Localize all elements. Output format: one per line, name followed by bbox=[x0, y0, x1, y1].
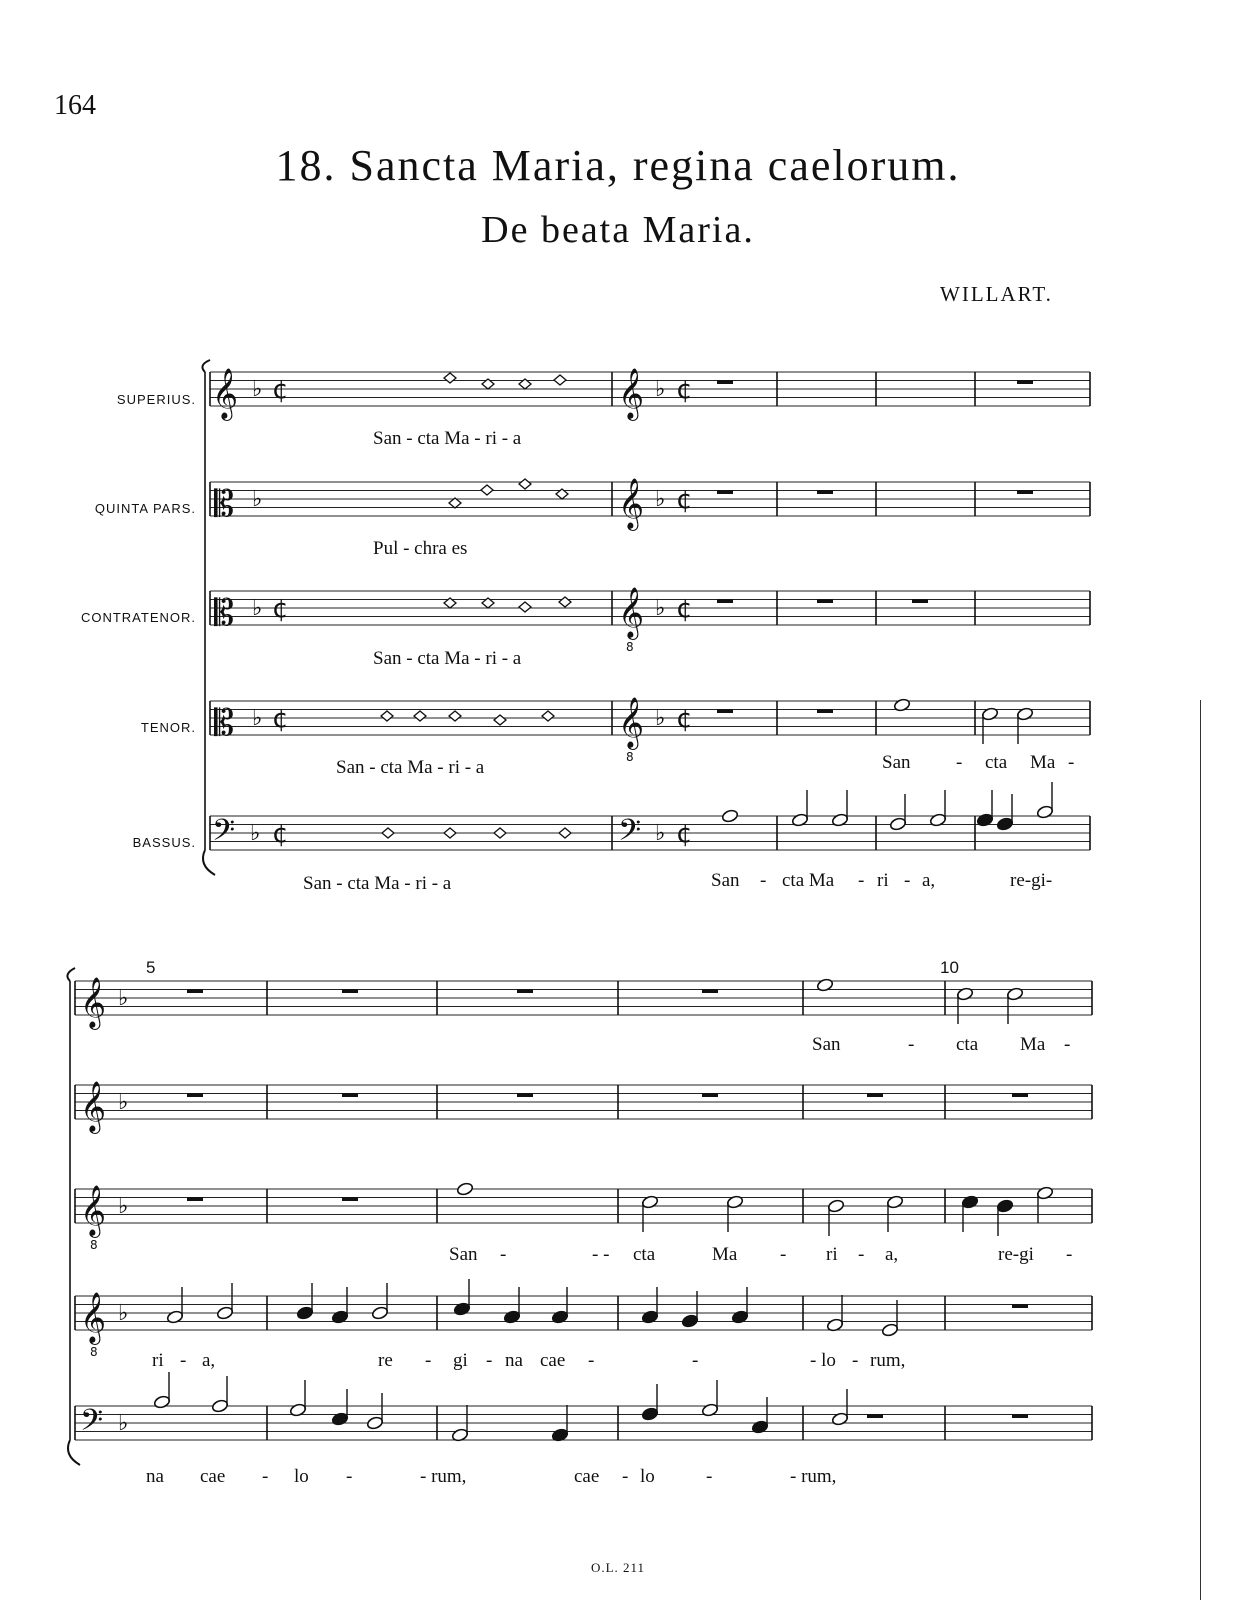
whole-rest bbox=[1012, 1414, 1028, 1418]
treble-clef-icon: 𝄞 bbox=[80, 1185, 107, 1236]
note-head bbox=[889, 817, 907, 832]
note-head bbox=[893, 698, 911, 713]
whole-rest bbox=[187, 1197, 203, 1201]
whole-rest bbox=[912, 599, 928, 603]
measure-number: 5 bbox=[146, 958, 156, 977]
lyric-tenor-syllable: - bbox=[956, 752, 963, 773]
whole-rest bbox=[717, 490, 733, 494]
note-head bbox=[751, 1420, 769, 1435]
lyric-tenor-syllable: ri bbox=[152, 1350, 164, 1371]
treble-clef-icon: 𝄞 bbox=[618, 587, 645, 638]
flat-icon: ♭ bbox=[118, 1194, 129, 1219]
cut-time-icon: ¢ bbox=[676, 704, 693, 734]
note-head bbox=[153, 1395, 171, 1410]
note-head bbox=[551, 1310, 569, 1325]
lyric-bassus-syllable: re-gi- bbox=[1010, 870, 1053, 891]
lyric-contratenor-syllable: re-gi bbox=[998, 1244, 1034, 1265]
lyric-bassus-syllable: lo bbox=[294, 1466, 309, 1487]
c-clef-icon: 𝄡 bbox=[214, 484, 235, 525]
octave-mark: 8 bbox=[90, 1238, 98, 1252]
note-head bbox=[816, 978, 834, 993]
piece-subtitle: De beata Maria. bbox=[481, 209, 755, 251]
whole-rest bbox=[342, 1197, 358, 1201]
lyric-tenor-syllable: cta bbox=[985, 752, 1008, 773]
mensural-note bbox=[444, 828, 456, 838]
lyric-tenor-syllable: cae bbox=[540, 1350, 566, 1371]
note-head bbox=[1036, 1186, 1054, 1201]
note-head bbox=[981, 707, 999, 722]
lyric-tenor-syllable: - bbox=[425, 1350, 432, 1371]
note-head bbox=[453, 1302, 471, 1317]
note-head bbox=[331, 1412, 349, 1427]
lyric-bassus-syllable: cae bbox=[574, 1466, 600, 1487]
lyric-tenor-syllable: - bbox=[1068, 752, 1075, 773]
lyric-tenor-syllable: na bbox=[505, 1350, 523, 1371]
page-number: 164 bbox=[54, 90, 96, 121]
note-head bbox=[456, 1182, 474, 1197]
mensural-note bbox=[559, 828, 571, 838]
whole-rest bbox=[717, 599, 733, 603]
flat-icon: ♭ bbox=[252, 377, 263, 402]
lyric-contratenor-syllable: Ma bbox=[712, 1244, 738, 1265]
bracket-end bbox=[202, 360, 210, 372]
mensural-note bbox=[519, 602, 531, 612]
octave-mark: 8 bbox=[90, 1345, 98, 1359]
bracket-end bbox=[67, 968, 75, 981]
lyric-bassus-syllable: - bbox=[622, 1466, 629, 1487]
note-head bbox=[371, 1306, 389, 1321]
lyric-bassus-syllable: - bbox=[346, 1466, 353, 1487]
mensural-note bbox=[444, 373, 456, 383]
lyric-bassus-syllable: - rum, bbox=[420, 1466, 467, 1487]
note-head bbox=[366, 1416, 384, 1431]
mensural-note bbox=[519, 479, 531, 489]
cut-time-icon: ¢ bbox=[676, 485, 693, 515]
flat-icon: ♭ bbox=[655, 487, 666, 512]
note-head bbox=[289, 1403, 307, 1418]
note-head bbox=[731, 1310, 749, 1325]
whole-rest bbox=[517, 1093, 533, 1097]
measure-number: 10 bbox=[940, 958, 959, 977]
note-head bbox=[726, 1195, 744, 1210]
cut-time-icon: ¢ bbox=[676, 594, 693, 624]
mensural-note bbox=[414, 711, 426, 721]
lyric-tenor-syllable: re bbox=[378, 1350, 393, 1371]
c-clef-icon: 𝄡 bbox=[214, 593, 235, 634]
lyric-tenor-syllable: - bbox=[180, 1350, 187, 1371]
piece-title: 18. Sancta Maria, regina caelorum. bbox=[275, 141, 961, 190]
note-head bbox=[681, 1314, 699, 1329]
note-head bbox=[641, 1195, 659, 1210]
lyric-tenor-syllable: - bbox=[588, 1350, 595, 1371]
treble-clef-icon: 𝄞 bbox=[80, 977, 107, 1028]
whole-rest bbox=[867, 1093, 883, 1097]
whole-rest bbox=[342, 989, 358, 993]
voice-label-contratenor: CONTRATENOR. bbox=[80, 610, 196, 625]
lyric-tenor-syllable: rum, bbox=[870, 1350, 906, 1371]
flat-icon: ♭ bbox=[655, 706, 666, 731]
note-head bbox=[641, 1407, 659, 1422]
note-head bbox=[956, 987, 974, 1002]
plate-number: O.L. 211 bbox=[590, 1560, 646, 1575]
bracket-end bbox=[68, 1440, 80, 1465]
c-clef-icon: 𝄡 bbox=[214, 703, 235, 744]
note-head bbox=[1006, 987, 1024, 1002]
lyric-superius-syllable: - bbox=[908, 1034, 915, 1055]
octave-mark: 8 bbox=[626, 750, 634, 764]
mensural-note bbox=[559, 597, 571, 607]
note-head bbox=[503, 1310, 521, 1325]
lyric-superius-syllable: cta bbox=[956, 1034, 979, 1055]
lyric-bassus-syllable: - rum, bbox=[790, 1466, 837, 1487]
flat-icon: ♭ bbox=[118, 1411, 129, 1436]
whole-rest bbox=[817, 599, 833, 603]
note-head bbox=[791, 813, 809, 828]
lyric-bassus-syllable: cae bbox=[200, 1466, 226, 1487]
voice-label-tenor: TENOR. bbox=[140, 720, 196, 735]
treble-clef-icon: 𝄞 bbox=[80, 1292, 107, 1343]
lyric-bassus-syllable: - bbox=[262, 1466, 269, 1487]
whole-rest bbox=[717, 380, 733, 384]
whole-rest bbox=[342, 1093, 358, 1097]
lyric-bassus-syllable: - bbox=[904, 870, 911, 891]
note-head bbox=[211, 1399, 229, 1414]
flat-icon: ♭ bbox=[655, 596, 666, 621]
lyric-superius-syllable: Ma bbox=[1020, 1034, 1046, 1055]
whole-rest bbox=[1017, 490, 1033, 494]
lyric-tenor-syllable: - bbox=[486, 1350, 493, 1371]
treble-clef-icon: 𝄞 bbox=[80, 1081, 107, 1132]
mensural-note bbox=[381, 711, 393, 721]
note-head bbox=[1036, 805, 1054, 820]
cut-time-icon: ¢ bbox=[272, 704, 289, 734]
note-head bbox=[166, 1310, 184, 1325]
note-head bbox=[296, 1306, 314, 1321]
note-head bbox=[831, 813, 849, 828]
note-head bbox=[331, 1310, 349, 1325]
treble-clef-icon: 𝄞 bbox=[212, 368, 239, 419]
note-head bbox=[701, 1403, 719, 1418]
lyric-contratenor-syllable: a, bbox=[885, 1244, 899, 1265]
mensural-note bbox=[494, 715, 506, 725]
lyric-superius-syllable: - bbox=[1064, 1034, 1071, 1055]
lyric-contratenor-syllable: - bbox=[858, 1244, 865, 1265]
lyric-contratenor-syllable: - bbox=[500, 1244, 507, 1265]
whole-rest bbox=[702, 1093, 718, 1097]
whole-rest bbox=[817, 490, 833, 494]
note-head bbox=[976, 813, 994, 828]
cut-time-icon: ¢ bbox=[272, 375, 289, 405]
flat-icon: ♭ bbox=[252, 596, 263, 621]
lyric-bassus-syllable: - bbox=[858, 870, 865, 891]
note-head bbox=[996, 817, 1014, 832]
lyric-contratenor-syllable: cta bbox=[633, 1244, 656, 1265]
lyric-bassus-syllable: ri bbox=[877, 870, 889, 891]
lyric-bassus-syllable: na bbox=[146, 1466, 164, 1487]
note-head bbox=[886, 1195, 904, 1210]
lyric-tenor-incipit: San - cta Ma - ri - a bbox=[336, 757, 485, 778]
whole-rest bbox=[187, 989, 203, 993]
whole-rest bbox=[867, 1414, 883, 1418]
lyric-tenor-syllable: gi bbox=[453, 1350, 468, 1371]
flat-icon: ♭ bbox=[250, 821, 261, 846]
flat-icon: ♭ bbox=[118, 986, 129, 1011]
whole-rest bbox=[1017, 380, 1033, 384]
lyric-bassus-syllable: - bbox=[760, 870, 767, 891]
cut-time-icon: ¢ bbox=[272, 594, 289, 624]
lyric-bassus-syllable: cta Ma bbox=[782, 870, 835, 891]
note-head bbox=[827, 1199, 845, 1214]
whole-rest bbox=[702, 989, 718, 993]
lyric-superius-syllable: San bbox=[812, 1034, 841, 1055]
note-head bbox=[831, 1412, 849, 1427]
treble-clef-icon: 𝄞 bbox=[618, 368, 645, 419]
note-head bbox=[881, 1323, 899, 1338]
note-head bbox=[961, 1195, 979, 1210]
voice-label-superius: SUPERIUS. bbox=[116, 392, 196, 407]
lyric-contratenor-syllable: - bbox=[780, 1244, 787, 1265]
lyric-contratenor-syllable: - bbox=[1066, 1244, 1073, 1265]
note-head bbox=[1016, 707, 1034, 722]
mensural-note bbox=[494, 828, 506, 838]
lyric-tenor-syllable: - lo bbox=[810, 1350, 836, 1371]
flat-icon: ♭ bbox=[655, 377, 666, 402]
cut-time-icon: ¢ bbox=[676, 375, 693, 405]
lyric-contratenor-syllable: - - bbox=[592, 1244, 610, 1265]
bass-clef-icon: 𝄢 bbox=[212, 814, 236, 855]
note-head bbox=[996, 1199, 1014, 1214]
treble-clef-icon: 𝄞 bbox=[618, 697, 645, 748]
flat-icon: ♭ bbox=[118, 1301, 129, 1326]
flat-icon: ♭ bbox=[118, 1090, 129, 1115]
note-head bbox=[721, 809, 739, 824]
bass-clef-icon: 𝄢 bbox=[80, 1404, 104, 1445]
voice-label-quinta-pars: QUINTA PARS. bbox=[94, 501, 196, 516]
flat-icon: ♭ bbox=[655, 821, 666, 846]
whole-rest bbox=[517, 989, 533, 993]
whole-rest bbox=[1012, 1093, 1028, 1097]
whole-rest bbox=[187, 1093, 203, 1097]
mensural-note bbox=[382, 828, 394, 838]
octave-mark: 8 bbox=[626, 640, 634, 654]
lyric-tenor-syllable: a, bbox=[202, 1350, 216, 1371]
mensural-note bbox=[449, 711, 461, 721]
lyric-tenor-syllable: - bbox=[692, 1350, 699, 1371]
lyric-tenor-syllable: - bbox=[852, 1350, 859, 1371]
note-head bbox=[216, 1306, 234, 1321]
whole-rest bbox=[817, 709, 833, 713]
lyric-bassus-syllable: - bbox=[706, 1466, 713, 1487]
note-head bbox=[929, 813, 947, 828]
voice-label-bassus: BASSUS. bbox=[132, 835, 196, 850]
lyric-bassus-incipit: San - cta Ma - ri - a bbox=[303, 873, 452, 894]
composer-name: WILLART. bbox=[940, 282, 1053, 306]
page-edge-line bbox=[1200, 700, 1201, 1600]
bass-clef-icon: 𝄢 bbox=[618, 814, 642, 855]
lyric-quinta-incipit: Pul - chra es bbox=[373, 538, 468, 559]
lyric-contratenor-incipit: San - cta Ma - ri - a bbox=[373, 648, 522, 669]
mensural-note bbox=[554, 375, 566, 385]
whole-rest bbox=[1012, 1304, 1028, 1308]
lyric-contratenor-syllable: San bbox=[449, 1244, 478, 1265]
lyric-tenor-syllable: Ma bbox=[1030, 752, 1056, 773]
cut-time-icon: ¢ bbox=[676, 819, 693, 849]
mensural-note bbox=[481, 485, 493, 495]
lyric-bassus-syllable: lo bbox=[640, 1466, 655, 1487]
mensural-note bbox=[542, 711, 554, 721]
lyric-bassus-syllable: a, bbox=[922, 870, 936, 891]
lyric-tenor-syllable: San bbox=[882, 752, 911, 773]
lyric-contratenor-syllable: ri bbox=[826, 1244, 838, 1265]
lyric-superius-incipit: San - cta Ma - ri - a bbox=[373, 428, 522, 449]
flat-icon: ♭ bbox=[252, 706, 263, 731]
flat-icon: ♭ bbox=[252, 487, 263, 512]
whole-rest bbox=[717, 709, 733, 713]
treble-clef-icon: 𝄞 bbox=[618, 478, 645, 529]
note-head bbox=[641, 1310, 659, 1325]
lyric-bassus-syllable: San bbox=[711, 870, 740, 891]
cut-time-icon: ¢ bbox=[272, 819, 289, 849]
